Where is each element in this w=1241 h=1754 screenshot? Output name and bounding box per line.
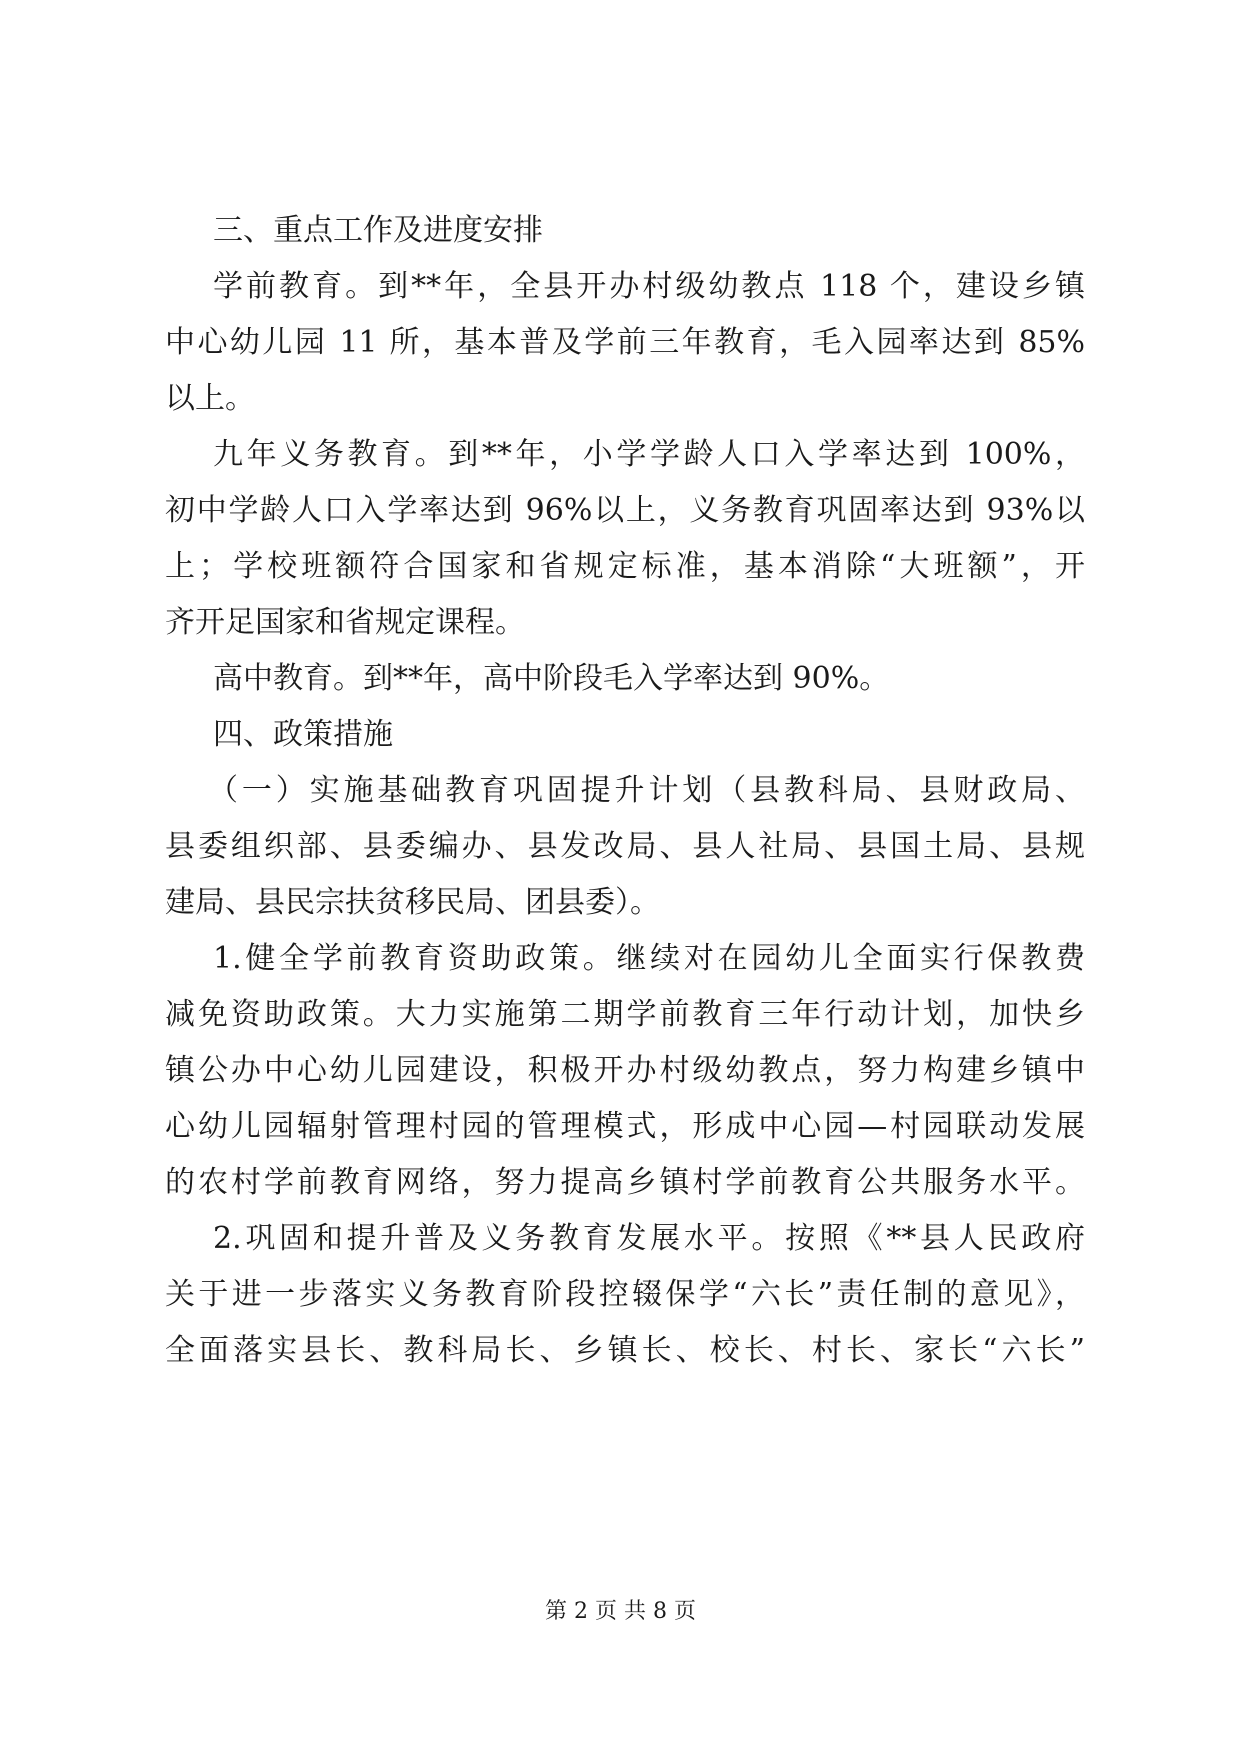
paragraph-line: 学前教育。到**年，全县开办村级幼教点 118 个，建设乡镇 xyxy=(213,269,1085,304)
paragraph-line: 以上。 xyxy=(165,381,255,416)
paragraph-line: 2.巩固和提升普及义务教育发展水平。按照《**县人民政府 xyxy=(213,1221,1085,1256)
paragraph-line: 1.健全学前教育资助政策。继续对在园幼儿全面实行保教费 xyxy=(213,941,1085,976)
paragraph-line: 初中学龄人口入学率达到 96%以上，义务教育巩固率达到 93%以 xyxy=(165,493,1085,528)
paragraph-line: 九年义务教育。到**年，小学学龄人口入学率达到 100%， xyxy=(213,437,1085,472)
section-heading-4: 四、政策措施 xyxy=(213,717,393,752)
paragraph-line: 镇公办中心幼儿园建设，积极开办村级幼教点，努力构建乡镇中 xyxy=(165,1053,1085,1088)
paragraph-line: 全面落实县长、教科局长、乡镇长、校长、村长、家长“六长” xyxy=(165,1333,1085,1368)
paragraph-line: 中心幼儿园 11 所，基本普及学前三年教育，毛入园率达到 85% xyxy=(165,325,1085,360)
section-heading-3: 三、重点工作及进度安排 xyxy=(213,213,543,248)
paragraph-line: 县委组织部、县委编办、县发改局、县人社局、县国土局、县规 xyxy=(165,829,1085,864)
paragraph-line: 齐开足国家和省规定课程。 xyxy=(165,605,525,640)
paragraph-line: 高中教育。到**年，高中阶段毛入学率达到 90%。 xyxy=(213,661,890,696)
paragraph-line: 上；学校班额符合国家和省规定标准，基本消除“大班额”，开 xyxy=(165,549,1085,584)
paragraph-line: 心幼儿园辐射管理村园的管理模式，形成中心园—村园联动发展 xyxy=(165,1109,1085,1144)
paragraph-line: 关于进一步落实义务教育阶段控辍保学“六长”责任制的意见》， xyxy=(165,1277,1085,1312)
paragraph-line: 的农村学前教育网络，努力提高乡镇村学前教育公共服务水平。 xyxy=(165,1165,1085,1200)
page-footer: 第 2 页 共 8 页 xyxy=(545,1599,696,1624)
paragraph-line: 减免资助政策。大力实施第二期学前教育三年行动计划，加快乡 xyxy=(165,997,1085,1032)
paragraph-line: （一）实施基础教育巩固提升计划（县教科局、县财政局、 xyxy=(208,773,1085,808)
paragraph-line: 建局、县民宗扶贫移民局、团县委）。 xyxy=(165,885,660,920)
